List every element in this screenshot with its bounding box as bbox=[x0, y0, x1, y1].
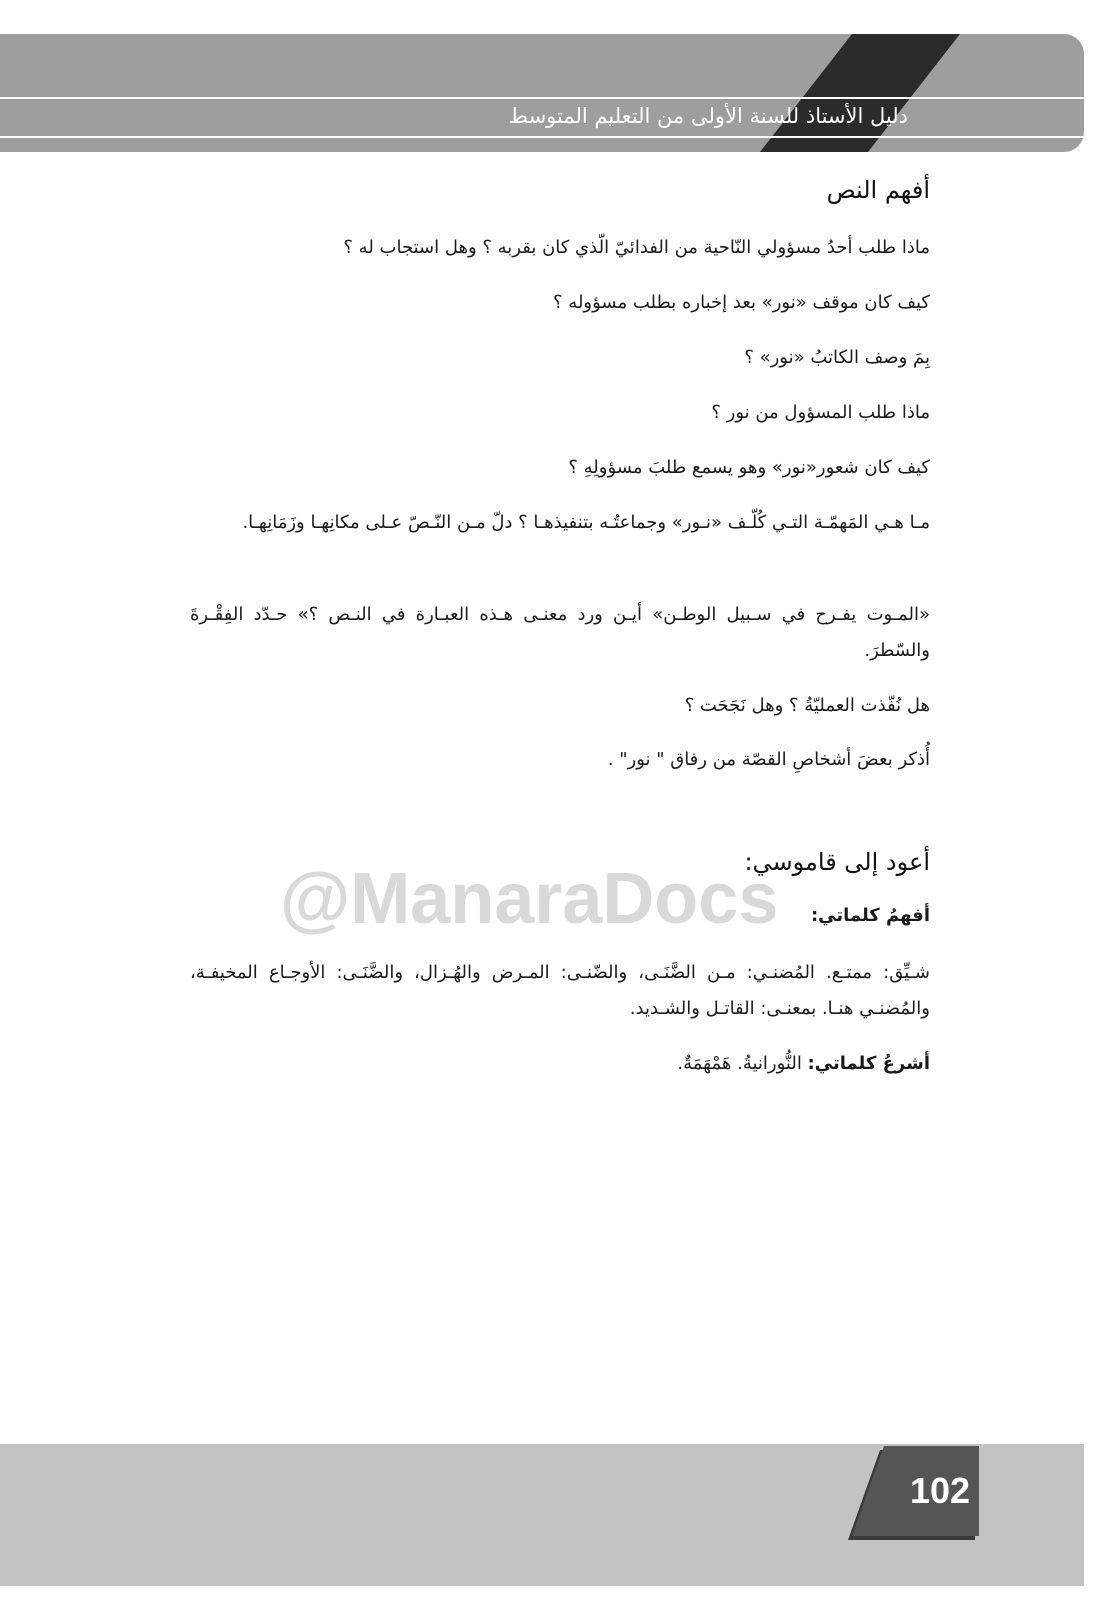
header-rule-top bbox=[0, 97, 1084, 99]
question-5: كيف كان شعور«نور» وهو يسمع طلبَ مسؤولِهِ ؟ bbox=[568, 457, 930, 478]
question-6: مـا هـي المَهمّـة التـي كُلّـف «نـور» وجماعتُـه بتنفيذهـا ؟ دلّ مـن النّـصّ عـلى مكانِهـا وزَمَانِهـا. bbox=[242, 512, 930, 533]
header-title: دليل الأستاذ للسنة الأولى من التعليم المتوسط bbox=[508, 104, 908, 128]
section-heading-understand-text: أفهم النص bbox=[826, 176, 930, 204]
question-3: بِمَ وصف الكاتبُ «نور» ؟ bbox=[744, 347, 930, 368]
question-9: أُذكر بعضَ أشخاصِ القصّة من رفاق " نور" . bbox=[607, 749, 930, 770]
page-number: 102 bbox=[909, 1470, 971, 1511]
question-8: هل نُفّذت العمليّةُ ؟ وهل نَجَحَت ؟ bbox=[684, 695, 930, 716]
question-2: كيف كان موقف «نور» بعد إخباره بطلب مسؤوله ؟ bbox=[553, 292, 930, 313]
word-definitions: شـيِّق: ممتـع. المُضنـي: مـن الضَّنَـى، والضّنـى: المـرض والهُـزال، والضَّنَـى: الأوجـاع المخيفـة، والمُضنـي هنـا. بمعنـى: القاتـل والشـديد. bbox=[190, 962, 930, 1019]
understand-words-label: أفهمُ كلماتي: bbox=[810, 905, 930, 926]
question-4: ماذا طلب المسؤول من نور ؟ bbox=[711, 402, 930, 423]
header-rule-bottom bbox=[0, 136, 1084, 138]
question-1: ماذا طلب أحدُ مسؤولي النّاحية من الفدائيّ الّذي كان بقربه ؟ وهل استجاب له ؟ bbox=[343, 237, 930, 258]
question-7: «المـوت يفـرح في سـبيل الوطـن» أيـن ورد معنـى هـذه العبـارة في النـص ؟» حـدّد الفِقْـرةَ والسّطرَ. bbox=[190, 604, 930, 661]
explain-words-label: أشرعُ كلماتي: bbox=[807, 1053, 930, 1074]
watermark: @ManaraDocs bbox=[280, 859, 779, 939]
page-number-tab bbox=[0, 1440, 1108, 1600]
explain-words-line bbox=[190, 1046, 930, 1082]
explain-words: النُّورانيةُ. هَمْهَمَةٌ. bbox=[677, 1053, 808, 1074]
section-heading-dictionary: أعود إلى قاموسي: bbox=[744, 848, 930, 876]
